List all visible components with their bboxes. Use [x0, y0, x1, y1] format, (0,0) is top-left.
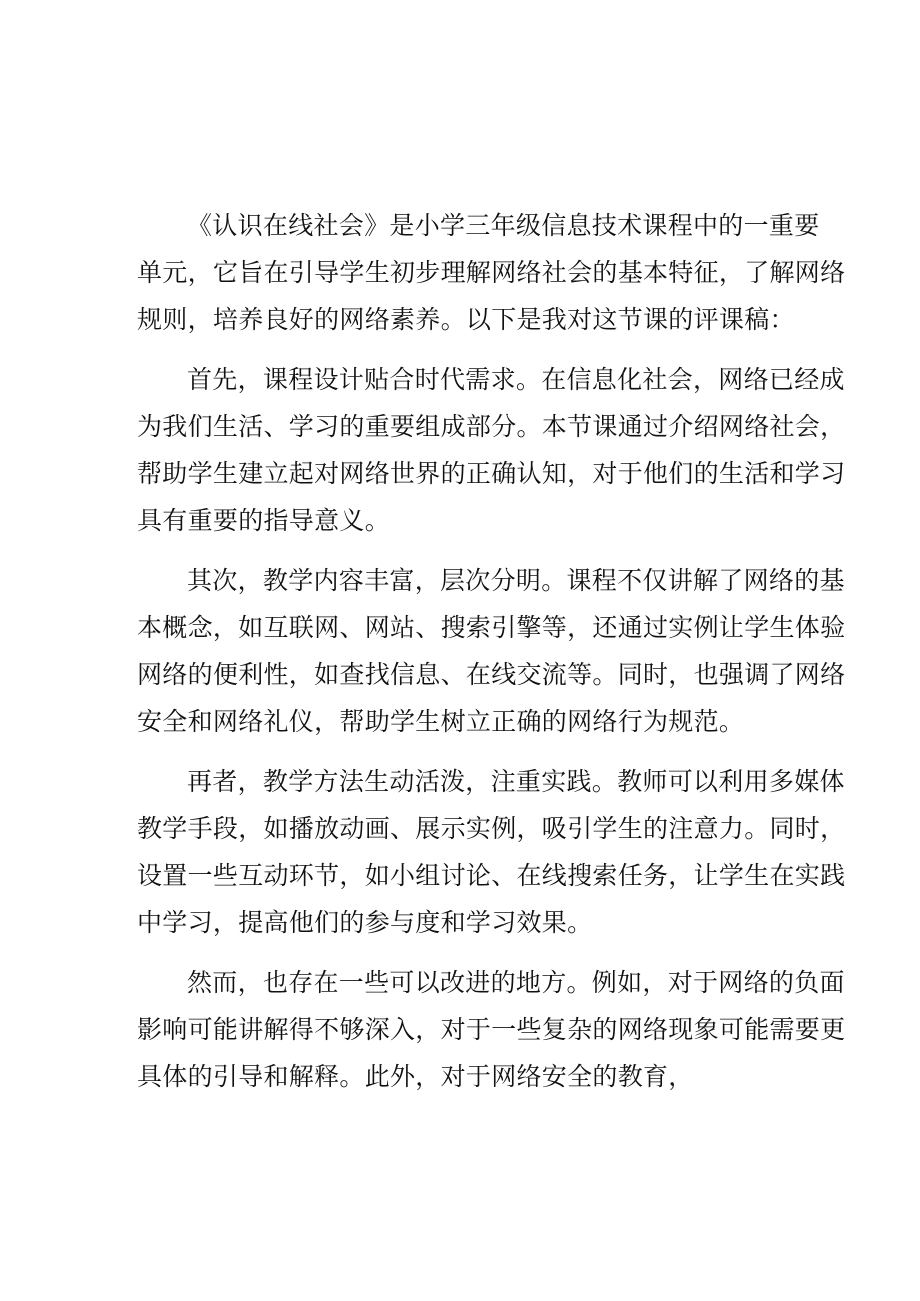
- paragraph-line: 教学手段，如播放动画、展示实例，吸引学生的注意力。同时，: [137, 814, 846, 843]
- paragraph-line: 具体的引导和解释。此外，对于网络安全的教育，: [137, 1062, 694, 1091]
- paragraph-line: 规则，培养良好的网络素养。以下是我对这节课的评课稿：: [137, 305, 795, 334]
- paragraph-gap: [137, 343, 785, 356]
- paragraph-first-point: [137, 356, 846, 544]
- paragraph-line: 帮助学生建立起对网络世界的正确认知，对于他们的生活和学习: [137, 459, 846, 488]
- paragraph-line: 《认识在线社会》是小学三年级信息技术课程中的一重要: [187, 211, 820, 240]
- paragraph-line: 本概念，如互联网、网站、搜索引擎等，还通过实例让学生体验: [137, 613, 846, 642]
- paragraph-gap: [137, 745, 785, 758]
- paragraph-line: 为我们生活、学习的重要组成部分。本节课通过介绍网络社会，: [137, 412, 846, 441]
- paragraph-gap: [137, 544, 785, 557]
- paragraph-second-point: [137, 557, 846, 745]
- paragraph-line: 中学习，提高他们的参与度和学习效果。: [137, 908, 593, 937]
- paragraph-line: 设置一些互动环节，如小组讨论、在线搜索任务，让学生在实践: [137, 861, 846, 890]
- paragraph-line: 网络的便利性，如查找信息、在线交流等。同时，也强调了网络: [137, 660, 846, 689]
- paragraph-gap: [137, 946, 785, 959]
- paragraph-third-point: [137, 758, 846, 946]
- document-body: [137, 202, 846, 1100]
- paragraph-line: 影响可能讲解得不够深入，对于一些复杂的网络现象可能需要更: [137, 1015, 846, 1044]
- paragraph-line: 单元，它旨在引导学生初步理解网络社会的基本特征，了解网络: [137, 258, 846, 287]
- paragraph-line: 安全和网络礼仪，帮助学生树立正确的网络行为规范。: [137, 707, 745, 736]
- paragraph-line: 再者，教学方法生动活泼，注重实践。教师可以利用多媒体: [187, 767, 845, 796]
- paragraph-line: 具有重要的指导意义。: [137, 506, 391, 535]
- paragraph-intro: [137, 202, 846, 343]
- paragraph-line: 首先，课程设计贴合时代需求。在信息化社会，网络已经成: [187, 365, 845, 394]
- paragraph-line: 然而，也存在一些可以改进的地方。例如，对于网络的负面: [187, 968, 845, 997]
- paragraph-improvements: [137, 959, 846, 1100]
- paragraph-line: 其次，教学内容丰富，层次分明。课程不仅讲解了网络的基: [187, 566, 845, 595]
